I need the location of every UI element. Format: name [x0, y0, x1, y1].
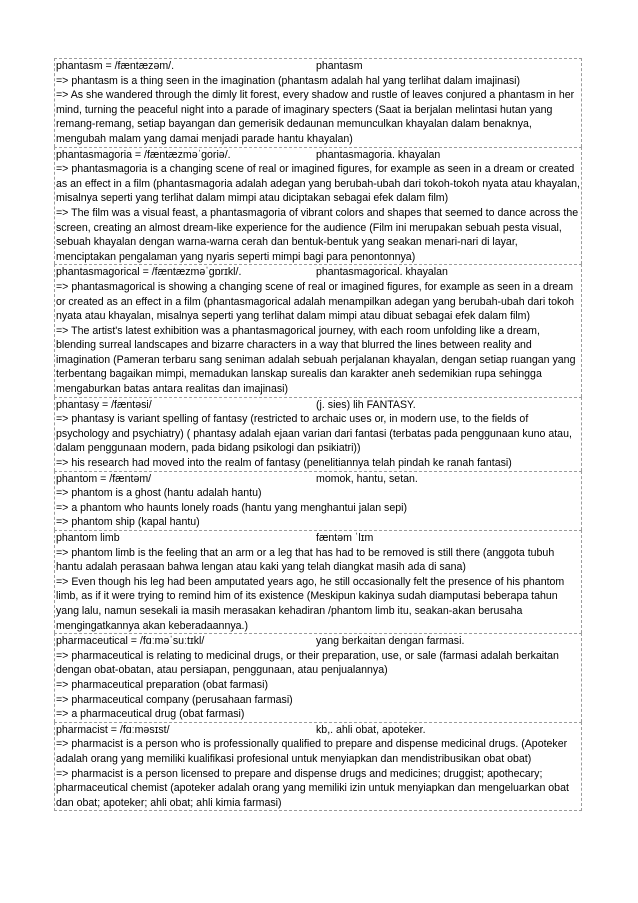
dictionary-entry	[54, 264, 582, 396]
entry-gloss: phantasm	[316, 60, 363, 72]
entry-header	[56, 472, 580, 487]
entry-term: pharmacist = /fɑːməsɪst/	[56, 723, 170, 736]
entry-gloss: momok, hantu, setan.	[316, 472, 418, 485]
entry-header	[56, 634, 580, 649]
entry-gloss: phantasmagoria. khayalan	[316, 148, 441, 161]
entry-term: phantom limb	[56, 532, 120, 544]
entry-header	[56, 531, 580, 546]
entry-example: => As she wandered through the dimly lit forest, every shadow and rustle of leaves conjured a phantasm in her mind, turning the peaceful night into a parade of imaginary specters (Saat ia berjalan melintasi hutan yang remang-remang, setiap bayangan dan gemerisik dedaunan memunculkan khayalan dalam benaknya, mengubah malam yang damai menjadi parade hantu khayalan)	[56, 89, 575, 145]
entry-definition: => phantom limb is the feeling that an arm or a leg that has had to be removed is still there (anggota tubuh hantu adalah perasaan bahwa lengan atau kaki yang telah diangkat masih ada di sana)	[56, 546, 555, 574]
entry-example: => pharmaceutical preparation (obat farmasi)	[56, 678, 268, 691]
entry-gloss: kb,. ahli obat, apoteker.	[316, 723, 426, 736]
dictionary-page	[54, 58, 582, 811]
dictionary-entry	[54, 530, 582, 633]
entry-example: => a pharmaceutical drug (obat farmasi)	[56, 708, 245, 721]
entry-header	[56, 723, 580, 738]
entry-header	[56, 59, 580, 74]
dictionary-entry	[54, 58, 582, 147]
entry-example: => The artist's latest exhibition was a phantasmagorical journey, with each room unfolding like a dream, blending surreal landscapes and bizarre characters in a way that blurred the lines between reality and imagination (Pameran terbaru sang seniman adalah sebuah perjalanan khayalan, dengan setiap ruangan yang terbentang bagaikan mimpi, memadukan lanskap surealis dan karakter aneh sedemikian rupa sehingga mengaburkan batas antara realitas dan imajinasi)	[56, 324, 576, 396]
entry-term: phantom = /fæntəm/	[56, 472, 152, 485]
dictionary-entry	[54, 633, 582, 722]
entry-example: => The film was a visual feast, a phantasmagoria of vibrant colors and shapes that seemed to dance across the screen, creating an almost dream-like experience for the audience (Film ini merupakan sebuah pesta visual, sebuah khayalan dengan warna-warna cerah dan bentuk-bentuk yang seakan menari-nari di layar, menciptakan pengalaman yang nyaris seperti mimpi bagi para penontonnya)	[56, 206, 579, 263]
dictionary-entry	[54, 397, 582, 471]
entry-header	[56, 148, 580, 163]
dictionary-entry	[54, 471, 582, 530]
entry-example: => a phantom who haunts lonely roads (hantu yang menghantui jalan sepi)	[56, 501, 408, 514]
entry-definition: => pharmaceutical is relating to medicinal drugs, or their preparation, use, or sale (farmasi adalah berkaitan dengan obat-obatan, atau persiapan, penggunaan, atau penjualannya)	[56, 649, 559, 677]
entry-term: phantasm = /fæntæzəm/.	[56, 60, 175, 72]
entry-example: => his research had moved into the realm of fantasy (penelitiannya telah pindah ke ranah fantasi)	[56, 457, 512, 470]
entry-header	[56, 265, 580, 280]
entry-example: => pharmaceutical company (perusahaan farmasi)	[56, 693, 293, 706]
entry-term: phantasmagoria = /fæntæzməˈgoriə/.	[56, 148, 231, 161]
entry-definition: => phantasy is variant spelling of fantasy (restricted to archaic uses or, in modern use, to the fields of psychology and psychiatry) ( phantasy adalah ejaan varian dari fantasi (terbatas pada penggunaan kuno atau, dalam penggunaan modern, pada bidang psikologi dan psikiatri))	[56, 413, 572, 455]
entry-gloss: fæntəm ˈlɪm	[316, 532, 374, 544]
entry-gloss: yang berkaitan dengan farmasi.	[316, 635, 465, 648]
dictionary-entry	[54, 147, 582, 265]
entry-header	[56, 398, 580, 413]
entry-definition: => pharmacist is a person who is professionally qualified to prepare and dispense medicinal drugs. (Apoteker adalah orang yang memiliki kualifikasi profesional untuk menyiapkan dan mendistribusikan obat obat)	[56, 738, 568, 765]
entry-example: => phantom ship (kapal hantu)	[56, 516, 200, 529]
entry-definition: => phantasm is a thing seen in the imagination (phantasm adalah hal yang terlihat dalam imajinasi)	[56, 74, 521, 87]
entry-gloss: phantasmagorical. khayalan	[316, 266, 448, 279]
entry-definition: => phantasmagoria is a changing scene of real or imagined figures, for example as seen in a dream or created as an effect in a film (phantasmagoria adalah adegan yang berubah-ubah dari tokoh-tokoh nyata atau khayalan, misalnya seperti yang terlihat dalam mimpi atau diciptakan sebagai efek dalam film)	[56, 163, 580, 205]
entry-definition: => phantasmagorical is showing a changing scene of real or imagined figures, for example as seen in a dream or created as an effect in a film (phantasmagorical adalah menampilkan adegan yang berubah-ubah dari tokoh nyata atau khayalan, misalnya seperti yang terlihat dalam mimpi atau dibuat sebagai efek dalam film)	[56, 280, 575, 323]
entry-example: => pharmacist is a person licensed to prepare and dispense drugs and medicines; druggist; apothecary; pharmaceutical chemist (apoteker adalah orang yang memiliki izin untuk menyiapkan dan mengeluarkan obat dan obat; apoteker; ahli obat; ahli kimia farmasi)	[56, 767, 569, 809]
entry-definition: => phantom is a ghost (hantu adalah hantu)	[56, 487, 262, 500]
entry-example: => Even though his leg had been amputated years ago, he still occasionally felt the presence of his phantom limb, as if it were trying to remind him of its existence (Meskipun kakinya sudah diamputasi beberapa tahun yang lalu, namun sesekali ia masih merasakan kehadiran /phantom limb itu, seakan-akan berusaha mengingatkannya akan keberadaannya.)	[56, 575, 565, 632]
entry-term: pharmaceutical = /fɑːməˈsuːtɪkl/	[56, 635, 205, 648]
entry-term: phantasmagorical = /fæntæzməˈgɒrɪkl/.	[56, 266, 242, 279]
entry-gloss: (j. sies) lih FANTASY.	[316, 398, 416, 411]
dictionary-entry	[54, 722, 582, 812]
entry-term: phantasy = /fæntəsi/	[56, 398, 152, 411]
